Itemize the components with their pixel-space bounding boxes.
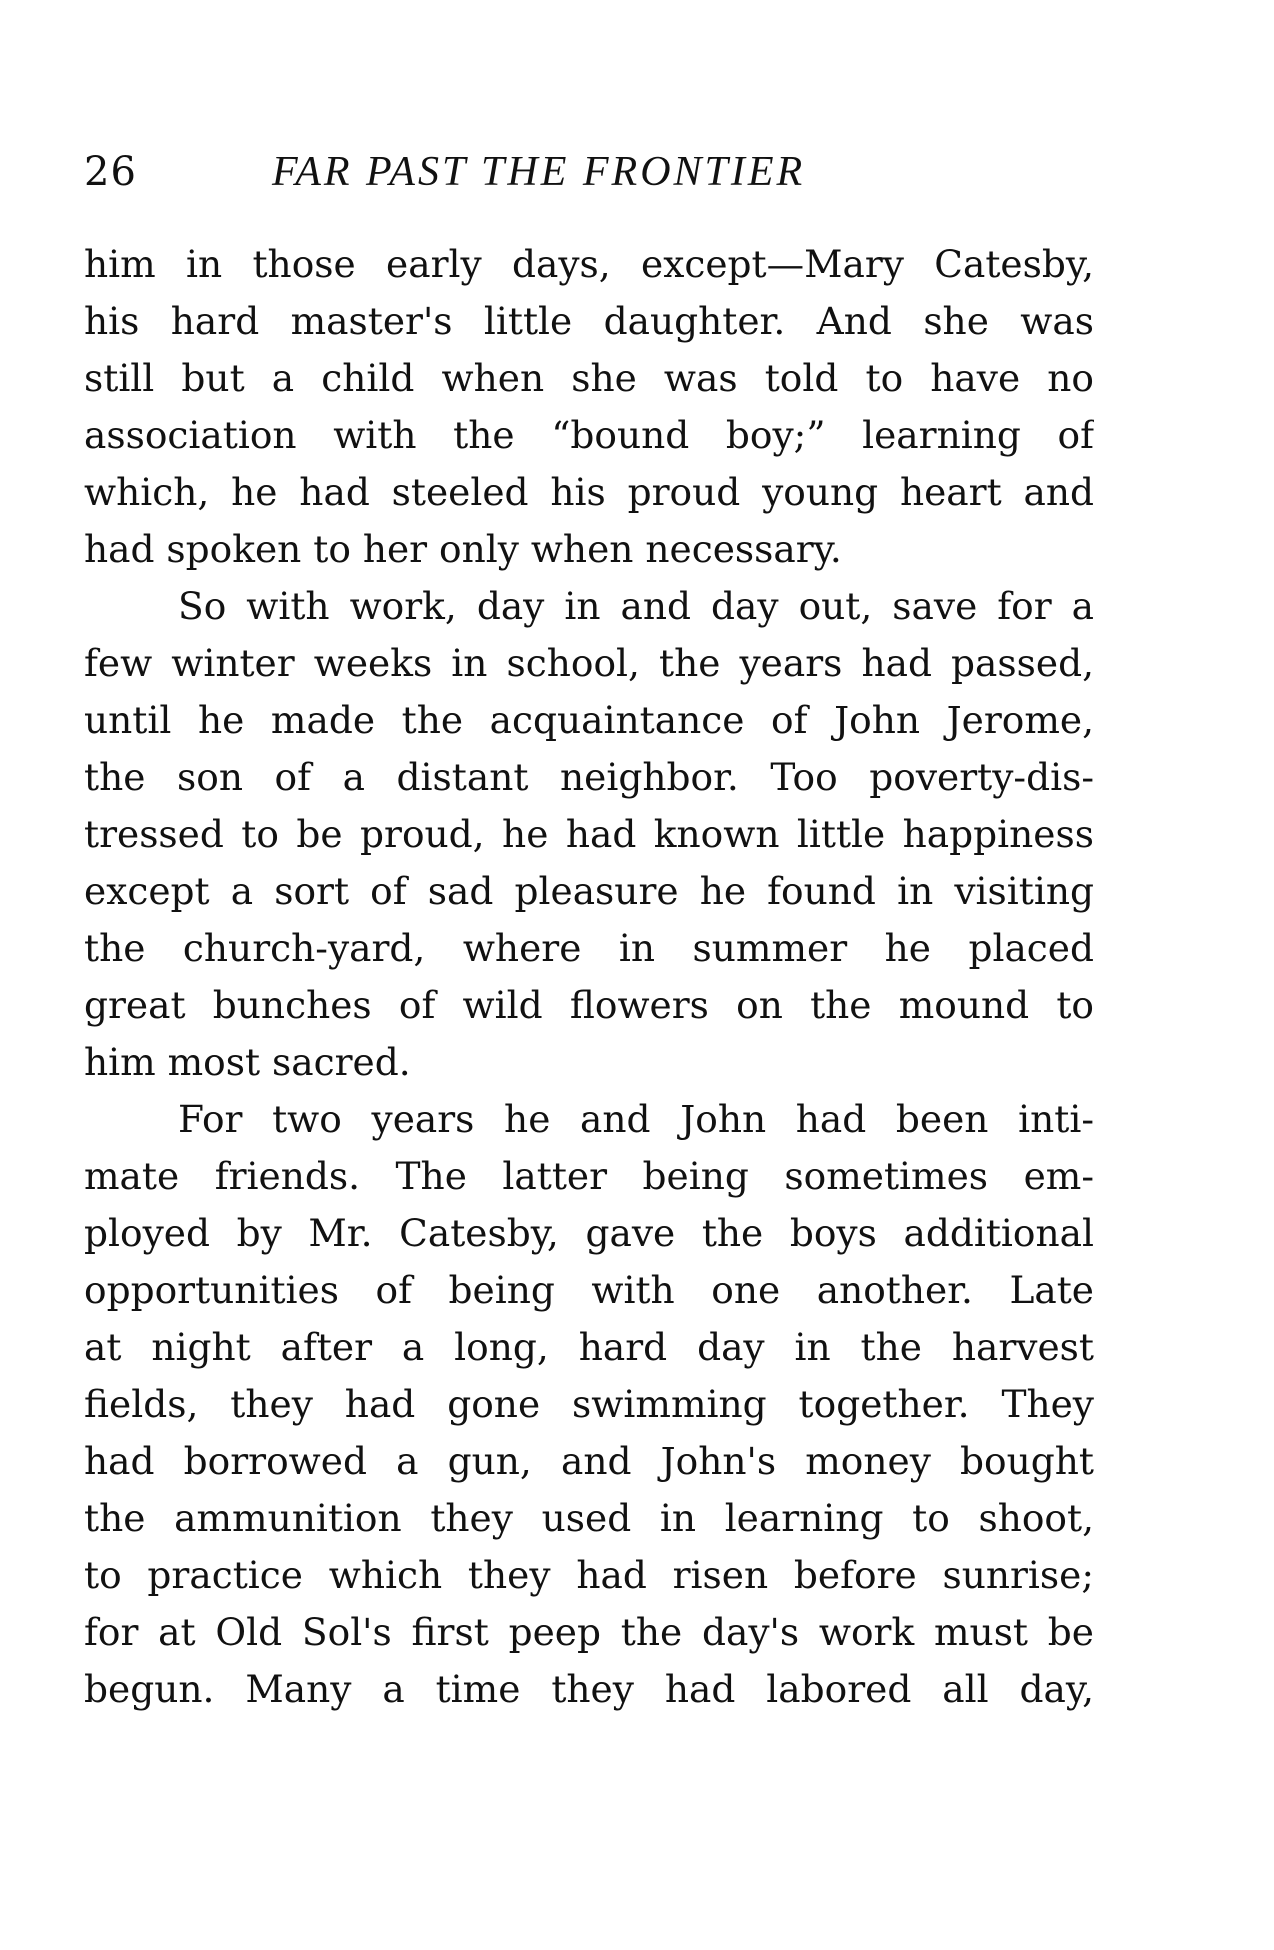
- text-line: opportunities of being with one another. Late: [84, 1268, 1094, 1312]
- text-line: the son of a distant neighbor. Too poverty-dis-: [84, 755, 1094, 799]
- paragraph-3: [84, 1091, 1094, 1718]
- paragraph-1: [84, 236, 1094, 578]
- text-line: few winter weeks in school, the years had passed,: [84, 641, 1094, 685]
- page-number: 26: [84, 149, 137, 195]
- text-line: to practice which they had risen before sunrise;: [84, 1553, 1094, 1597]
- text-line: So with work, day in and day out, save for a: [178, 584, 1094, 628]
- text-line: still but a child when she was told to have no: [84, 356, 1094, 400]
- text-line: which, he had steeled his proud young heart and: [84, 470, 1094, 514]
- running-title: FAR PAST THE FRONTIER: [272, 149, 806, 195]
- text-line: had spoken to her only when necessary.: [84, 527, 842, 571]
- text-line: him most sacred.: [84, 1040, 411, 1084]
- text-line: him in those early days, except—Mary Catesby,: [84, 242, 1094, 286]
- text-line: for at Old Sol's first peep the day's work must be: [84, 1610, 1094, 1654]
- text-line: the ammunition they used in learning to shoot,: [84, 1496, 1094, 1540]
- text-line: his hard master's little daughter. And she was: [84, 299, 1094, 343]
- text-line: mate friends. The latter being sometimes em-: [84, 1154, 1094, 1198]
- text-line: at night after a long, hard day in the harvest: [84, 1325, 1094, 1369]
- text-line: except a sort of sad pleasure he found in visiting: [84, 869, 1094, 913]
- text-line: For two years he and John had been inti-: [178, 1097, 1094, 1141]
- text-line: the church-yard, where in summer he placed: [84, 926, 1094, 970]
- text-line: association with the “bound boy;” learning of: [84, 413, 1094, 457]
- body-text: [84, 236, 1094, 1718]
- text-line: great bunches of wild flowers on the mound to: [84, 983, 1094, 1027]
- text-line: ployed by Mr. Catesby, gave the boys additional: [84, 1211, 1094, 1255]
- text-line: fields, they had gone swimming together. They: [84, 1382, 1094, 1426]
- page-header: [84, 148, 1094, 208]
- text-line: tressed to be proud, he had known little happiness: [84, 812, 1094, 856]
- text-line: until he made the acquaintance of John Jerome,: [84, 698, 1094, 742]
- text-line: begun. Many a time they had labored all day,: [84, 1667, 1094, 1711]
- paragraph-2: [84, 578, 1094, 1091]
- text-line: had borrowed a gun, and John's money bought: [84, 1439, 1094, 1483]
